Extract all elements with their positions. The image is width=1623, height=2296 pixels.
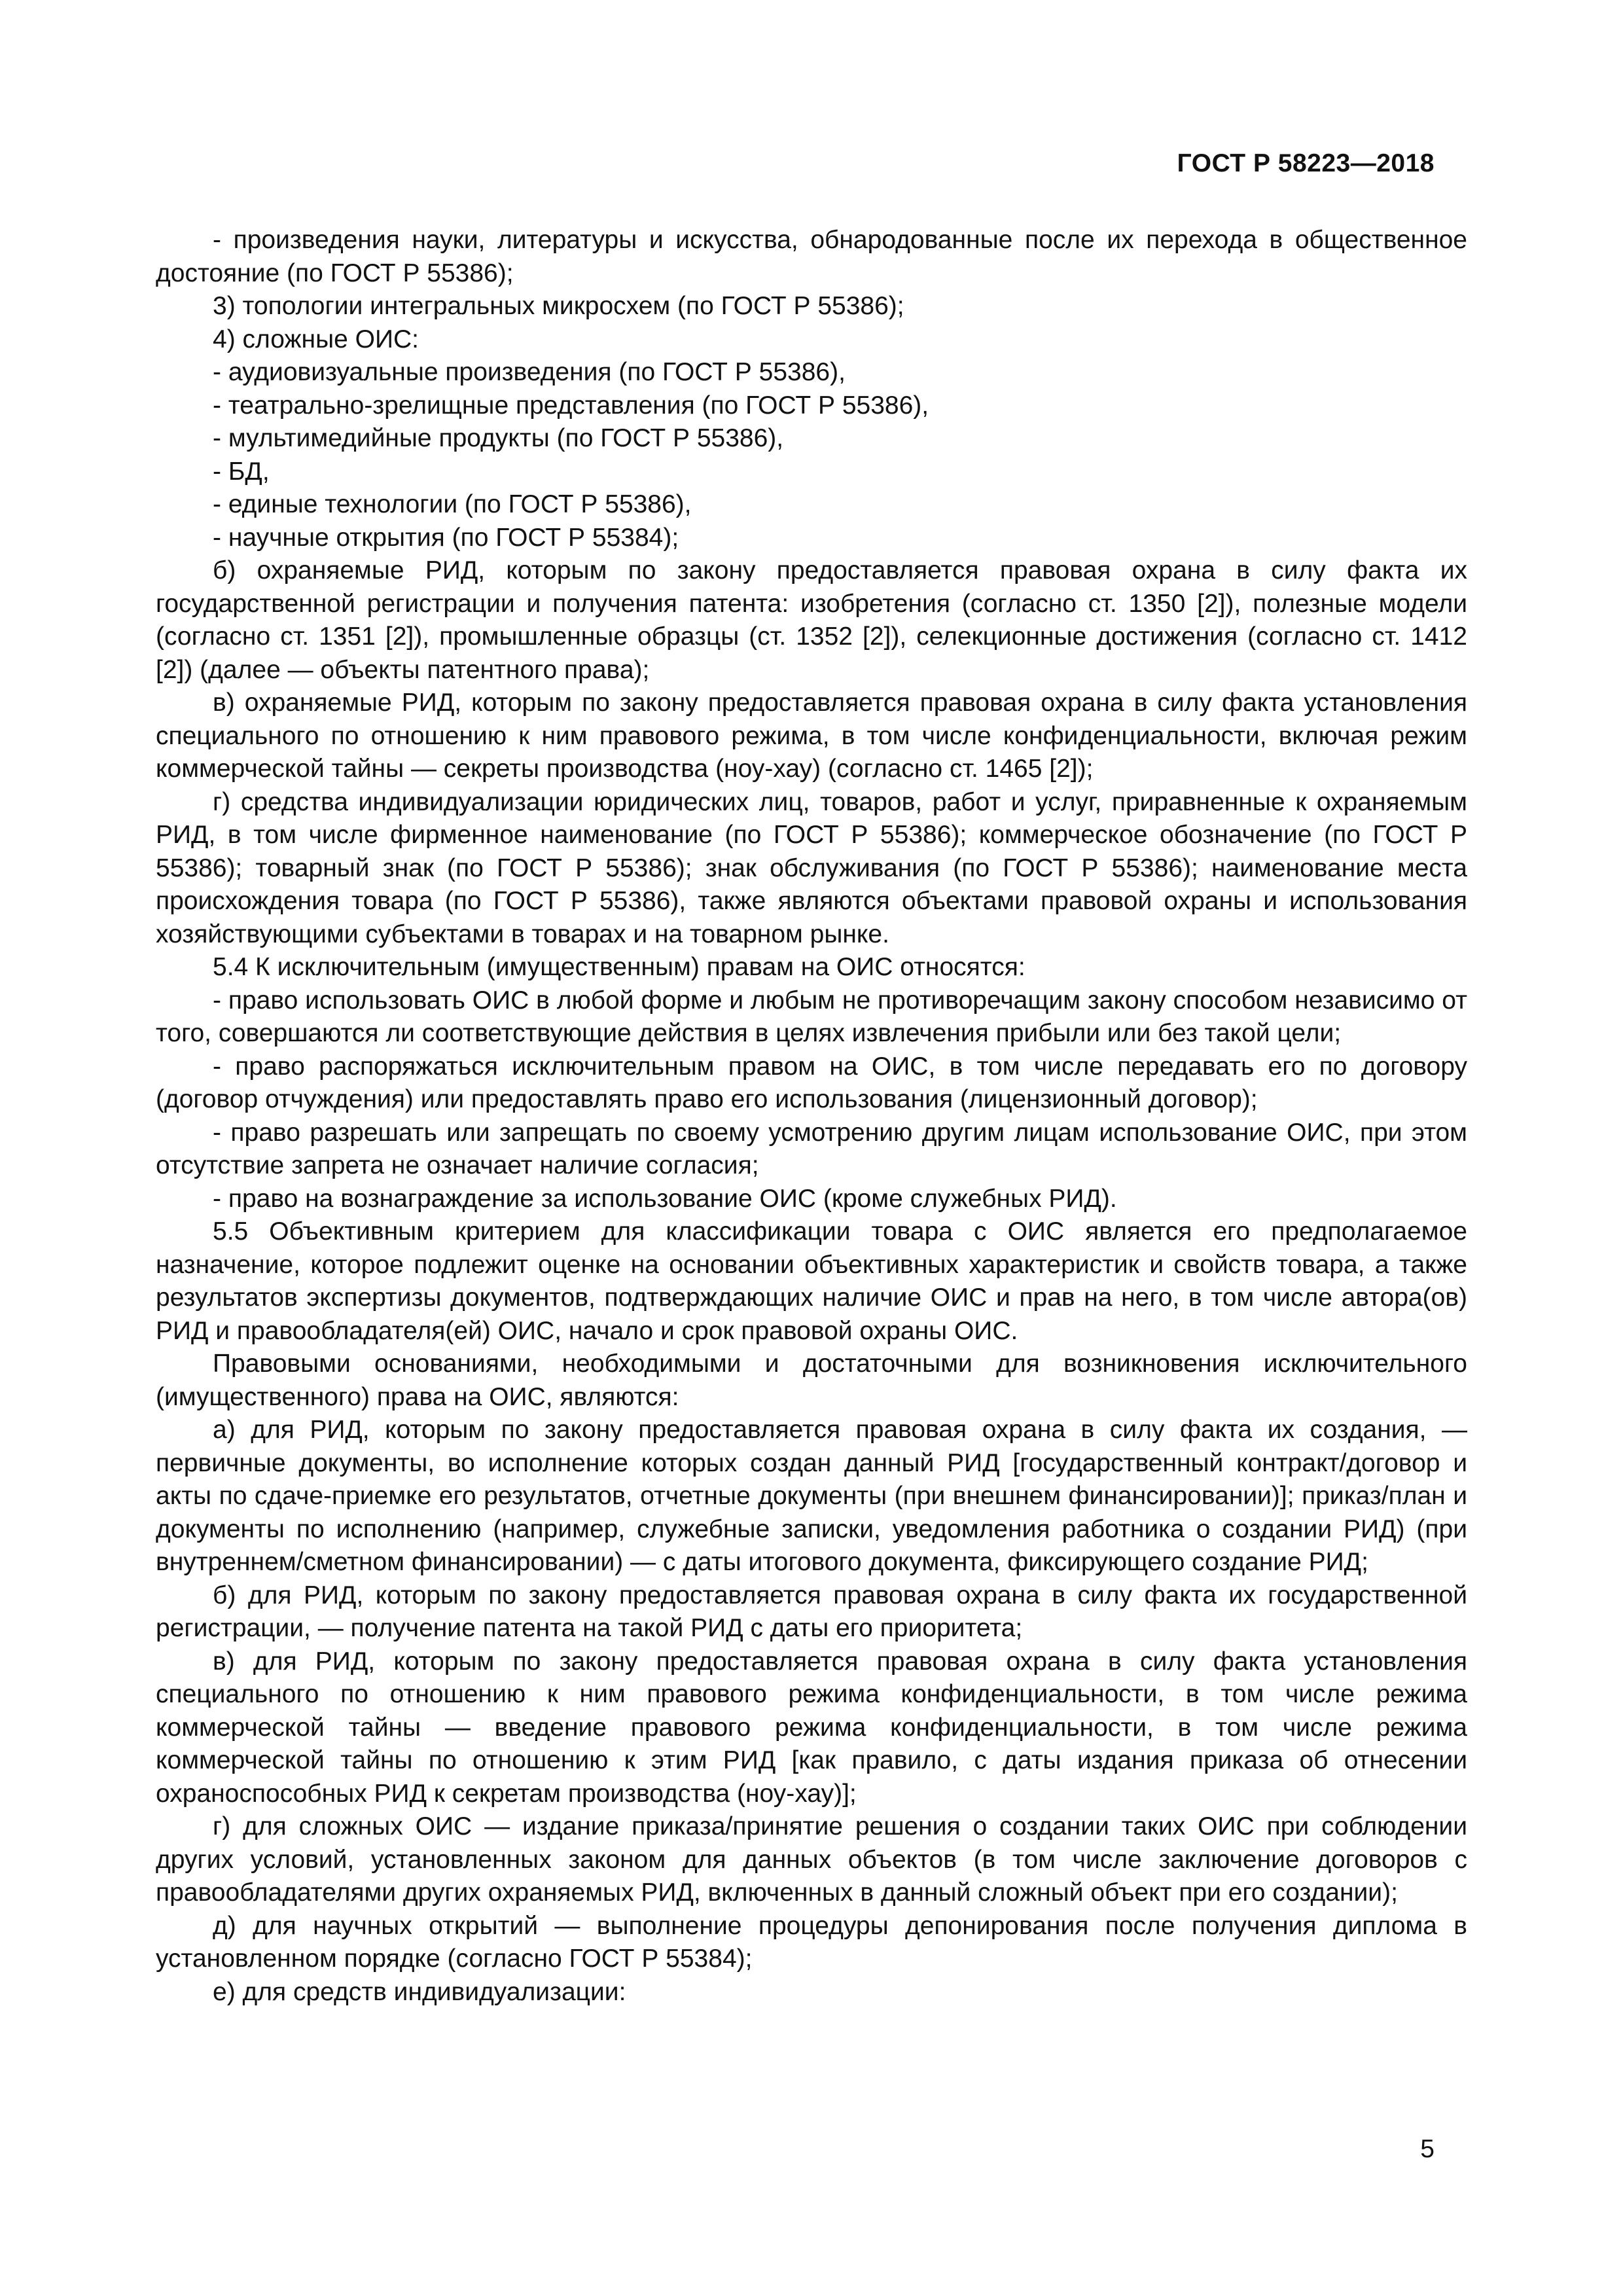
paragraph: а) для РИД, которым по закону предоставляется правовая охрана в силу факта их создания, — первичные документы, во исполнение которых создан данный РИД [государственный контракт/договор и акты по сдаче-приемке его результатов, отчетные документы (при внешнем финансировании)]; приказ/план и документы по исполнению (например, служебные записки, уведомления работника о создании РИД) (при внутреннем/сметном финансировании) — с даты итогового документа, фиксирующего создание РИД;	[156, 1416, 1467, 1576]
paragraph: Правовыми основаниями, необходимыми и достаточными для возникновения исключительного (имущественного) права на ОИС, являются:	[156, 1350, 1467, 1411]
paragraph: б) для РИД, которым по закону предоставляется правовая охрана в силу факта их государственной регистрации, — получение патента на такой РИД с даты его приоритета;	[156, 1581, 1467, 1642]
paragraph: г) для сложных ОИС — издание приказа/принятие решения о создании таких ОИС при соблюдении других условий, установленных законом для данных объектов (в том числе заключение договоров с правообладателями других охраняемых РИД, включенных в данный сложный объект при его создании);	[156, 1812, 1467, 1907]
paragraph: - право использовать ОИС в любой форме и любым не противоречащим закону способом независимо от того, совершаются ли соответствующие действия в целях извлечения прибыли или без такой цели;	[156, 986, 1467, 1047]
paragraph: - мультимедийные продукты (по ГОСТ Р 55386),	[213, 424, 784, 452]
paragraph: е) для средств индивидуализации:	[213, 1977, 626, 2006]
page-header-standard-code: ГОСТ Р 58223—2018	[1177, 149, 1435, 177]
paragraph: 4) сложные ОИС:	[213, 325, 419, 353]
paragraph: - право распоряжаться исключительным правом на ОИС, в том числе передавать его по договору (договор отчуждения) или предоставлять право его использования (лицензионный договор);	[156, 1052, 1467, 1113]
paragraph: 3) топологии интегральных микросхем (по ГОСТ Р 55386);	[213, 292, 904, 320]
paragraph: - право разрешать или запрещать по своему усмотрению другим лицам использование ОИС, при этом отсутствие запрета не означает наличие согласия;	[156, 1118, 1467, 1179]
paragraph: - театрально-зрелищные представления (по ГОСТ Р 55386),	[213, 391, 929, 420]
paragraph: в) охраняемые РИД, которым по закону предоставляется правовая охрана в силу факта установления специального по отношению к ним правового режима, в том числе конфиденциальности, включая режим коммерческой тайны — секреты производства (ноу-хау) (согласно ст. 1465 [2]);	[156, 689, 1467, 783]
paragraph: 5.4 К исключительным (имущественным) правам на ОИС относятся:	[213, 953, 1026, 981]
paragraph: 5.5 Объективным критерием для классификации товара с ОИС является его предполагаемое назначение, которое подлежит оценке на основании объективных характеристик и свойств товара, а также результатов экспертизы документов, подтверждающих наличие ОИС и прав на него, в том числе автора(ов) РИД и правообладателя(ей) ОИС, начало и срок правовой охраны ОИС.	[156, 1217, 1467, 1345]
paragraph: - аудиовизуальные произведения (по ГОСТ Р 55386),	[213, 358, 846, 386]
paragraph: - право на вознаграждение за использование ОИС (кроме служебных РИД).	[213, 1184, 1117, 1213]
paragraph: - БД,	[213, 457, 270, 486]
paragraph: г) средства индивидуализации юридических лиц, товаров, работ и услуг, приравненные к охраняемым РИД, в том числе фирменное наименование (по ГОСТ Р 55386); коммерческое обозначение (по ГОСТ Р 55386); товарный знак (по ГОСТ Р 55386); знак обслуживания (по ГОСТ Р 55386); наименование места происхождения товара (по ГОСТ Р 55386), также являются объектами правовой охраны и использования хозяйствующими субъектами в товарах и на товарном рынке.	[156, 787, 1467, 948]
paragraph: в) для РИД, которым по закону предоставляется правовая охрана в силу факта установления специального по отношению к ним правового режима конфиденциальности, в том числе режима коммерческой тайны — введение правового режима конфиденциальности, в том числе режима коммерческой тайны по отношению к этим РИД [как правило, с даты издания приказа об отнесении охраноспособных РИД к секретам производства (ноу-хау)];	[156, 1647, 1467, 1808]
paragraph: - произведения науки, литературы и искусства, обнародованные после их перехода в общественное достояние (по ГОСТ Р 55386);	[156, 226, 1467, 287]
document-body	[156, 224, 1467, 2009]
paragraph: - научные открытия (по ГОСТ Р 55384);	[213, 523, 679, 552]
paragraph: - единые технологии (по ГОСТ Р 55386),	[213, 490, 692, 518]
page-number: 5	[1420, 2135, 1435, 2163]
paragraph: б) охраняемые РИД, которым по закону предоставляется правовая охрана в силу факта их государственной регистрации и получения патента: изобретения (согласно ст. 1350 [2]), полезные модели (согласно ст. 1351 [2]), промышленные образцы (ст. 1352 [2]), селекционные достижения (согласно ст. 1412 [2]) (далее — объекты патентного права);	[156, 556, 1467, 684]
paragraph: д) для научных открытий — выполнение процедуры депонирования после получения диплома в установленном порядке (согласно ГОСТ Р 55384);	[156, 1911, 1467, 1973]
